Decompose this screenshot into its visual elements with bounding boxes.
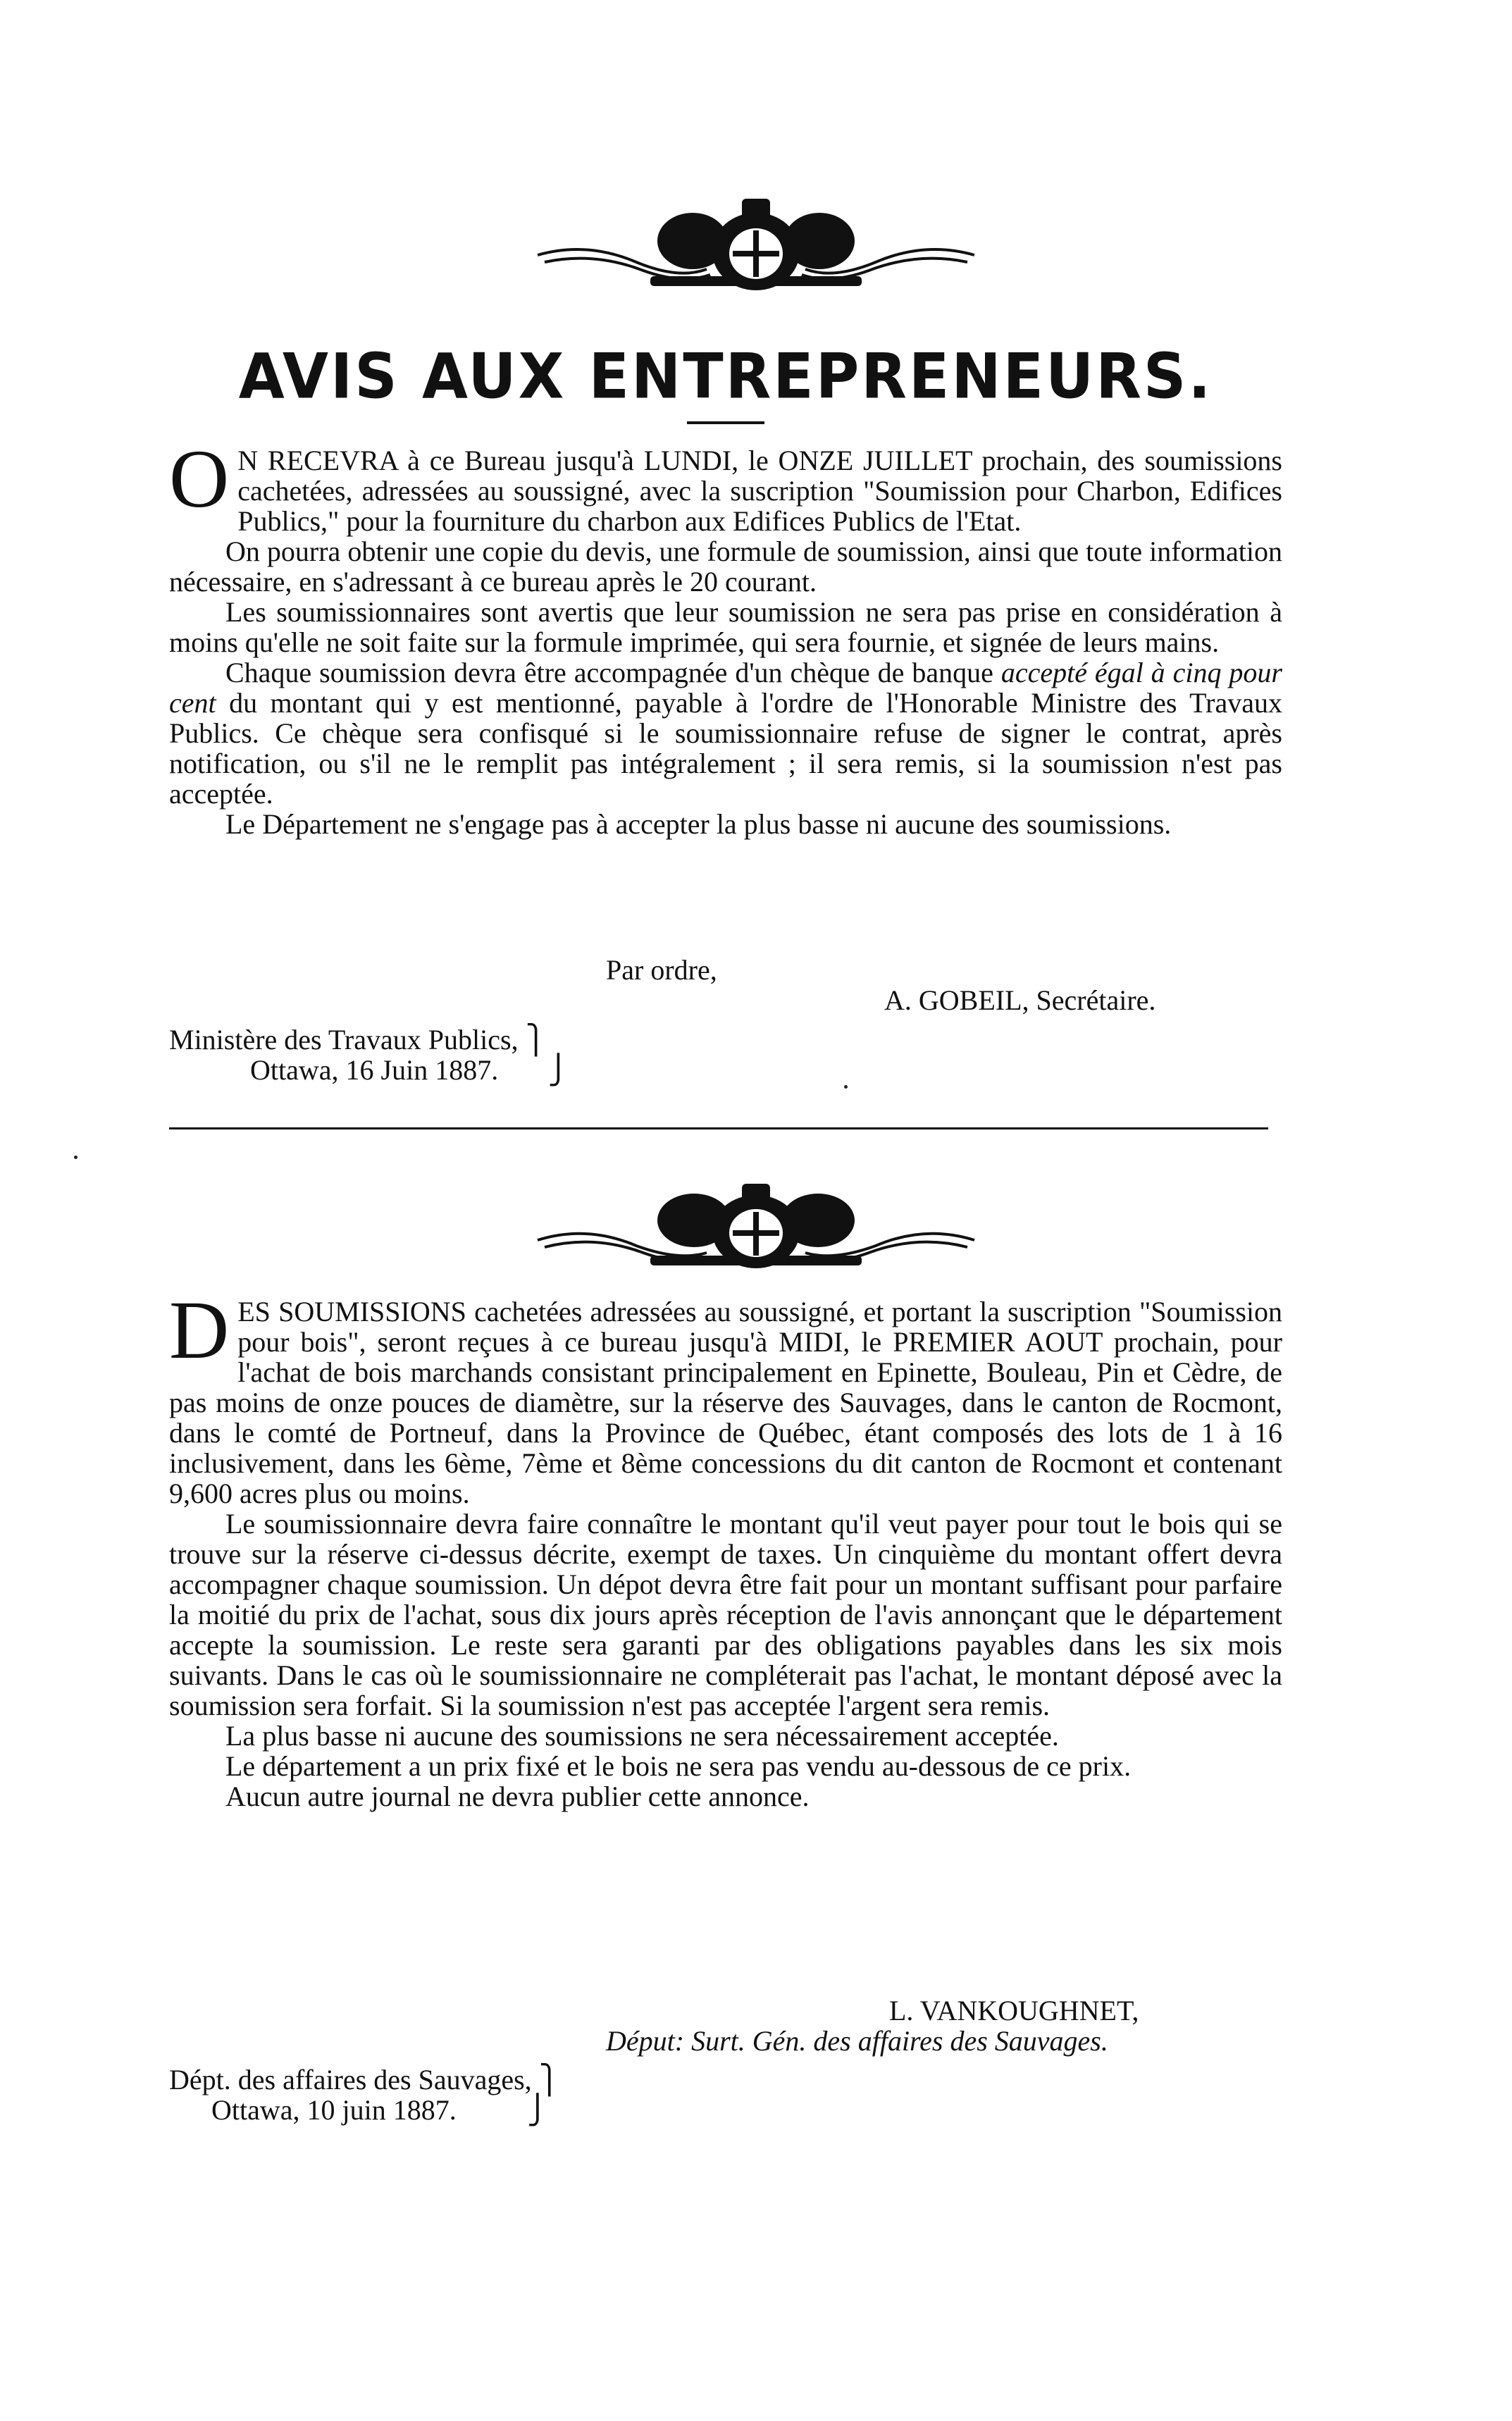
royal-coat-of-arms-emblem <box>531 192 981 297</box>
notice2-paragraph-3: La plus basse ni aucune des soumissions ne sera nécessairement acceptée. <box>225 1720 1059 1752</box>
notice1-place-line1: Ministère des Travaux Publics, ⎫ <box>169 1024 547 1055</box>
notice1-place-line2: Ottawa, 16 Juin 1887. ⎭ <box>250 1054 569 1086</box>
drop-cap-o: O <box>169 433 230 525</box>
stray-mark <box>844 1085 848 1089</box>
notice2-paragraph-1: DES SOUMISSIONS cachetées adressées au soussigné, et portant la suscription "Soumission pour bois", seront reçues à ce bureau jusqu'à MIDI, le PREMIER AOUT prochain, pour l'achat de bois marchands consistant principalement en Epinette, Bouleau, Pin et Cèdre, de pas moins de onze pouces de diamètre, sur la réserve des Sauvages, dans le canton de Rocmont, dans le comté de Portneuf, dans la Province de Québec, étant composés des lots de 1 à 16 inclusivement, dans les 6ème, 7ème et 8ème concessions du dit canton de Rocmont et contenant 9,600 acres plus ou moins. <box>169 1284 1282 1509</box>
title-divider <box>687 421 764 424</box>
notice2-place-line2: Ottawa, 10 juin 1887. ⎭ <box>211 2094 548 2126</box>
stray-mark <box>74 1156 78 1159</box>
notice2-signer-title: Déput: Surt. Gén. des affaires des Sauvages. <box>606 2025 1108 2057</box>
notice1-paragraph-5: Le Département ne s'engage pas à accepter la plus basse ni aucune des soumissions. <box>225 808 1172 840</box>
notice1-body <box>169 433 1282 840</box>
notice1-paragraph-2: On pourra obtenir une copie du devis, une formule de soumission, ainsi que toute information nécessaire, en s'adressant à ce bureau après le 20 courant. <box>169 535 1282 597</box>
notice2-paragraph-4: Le département a un prix fixé et le bois ne sera pas vendu au-dessous de ce prix. <box>225 1750 1132 1782</box>
notice1-signature: A. GOBEIL, Secrétaire. <box>884 984 1156 1016</box>
notice2-paragraph-2: Le soumissionnaire devra faire connaître le montant qu'il veut payer pour tout le bois qui se trouve sur la réserve ci-dessus décrite, exempt de taxes. Un cinquième du montant offert devra accompagner chaque soumission. Un dépot devra être fait pour un montant suffisant pour parfaire la moitié du prix de l'achat, sous dix jours après réception de l'avis annonçant que le département accepte la soumission. Le reste sera garanti par des obligations payables dans les six mois suivants. Dans le cas où le soumissionnaire ne compléterait pas l'achat, le montant déposé avec la soumission sera forfait. Si la soumission n'est pas acceptée l'argent sera remis. <box>169 1508 1282 1721</box>
notice1-paragraph-4: Chaque soumission devra être accompagnée d'un chèque de banque accepté égal à cinq pour cent du montant qui y est mentionné, payable à l'ordre de l'Honorable Ministre des Travaux Publics. Ce chèque sera confisqué si le soumissionnaire refuse de signer le contrat, après notification, ou s'il ne le remplit pas intégralement ; il sera remis, si la soumission n'est pas acceptée. <box>169 657 1282 810</box>
notice-title: AVIS AUX ENTREPRENEURS. <box>238 340 1213 413</box>
notice2-signature: L. VANKOUGHNET, <box>889 1995 1139 2026</box>
notice1-paragraph-3: Les soumissionnaires sont avertis que leur soumission ne sera pas prise en considération à moins qu'elle ne soit faite sur la formule imprimée, qui sera fournie, et signée de leurs mains. <box>169 596 1282 658</box>
notice1-par-ordre: Par ordre, <box>606 954 717 986</box>
royal-coat-of-arms-emblem <box>531 1170 981 1275</box>
notice1-paragraph-1: O N RECEVRA à ce Bureau jusqu'à LUNDI, le ONZE JUILLET prochain, des soumissions cachetées, adressées au soussigné, avec la suscription "Soumission pour Charbon, Edifices Publics," pour la fourniture du charbon aux Edifices Publics de l'Etat. <box>169 433 1282 537</box>
notice2-place-line1: Dépt. des affaires des Sauvages, ⎫ <box>169 2064 560 2095</box>
notice2-paragraph-5: Aucun autre journal ne devra publier cette annonce. <box>225 1781 810 1812</box>
drop-cap-d: D <box>169 1284 230 1376</box>
section-divider <box>169 1127 1268 1129</box>
notice2-body <box>169 1284 1282 1812</box>
